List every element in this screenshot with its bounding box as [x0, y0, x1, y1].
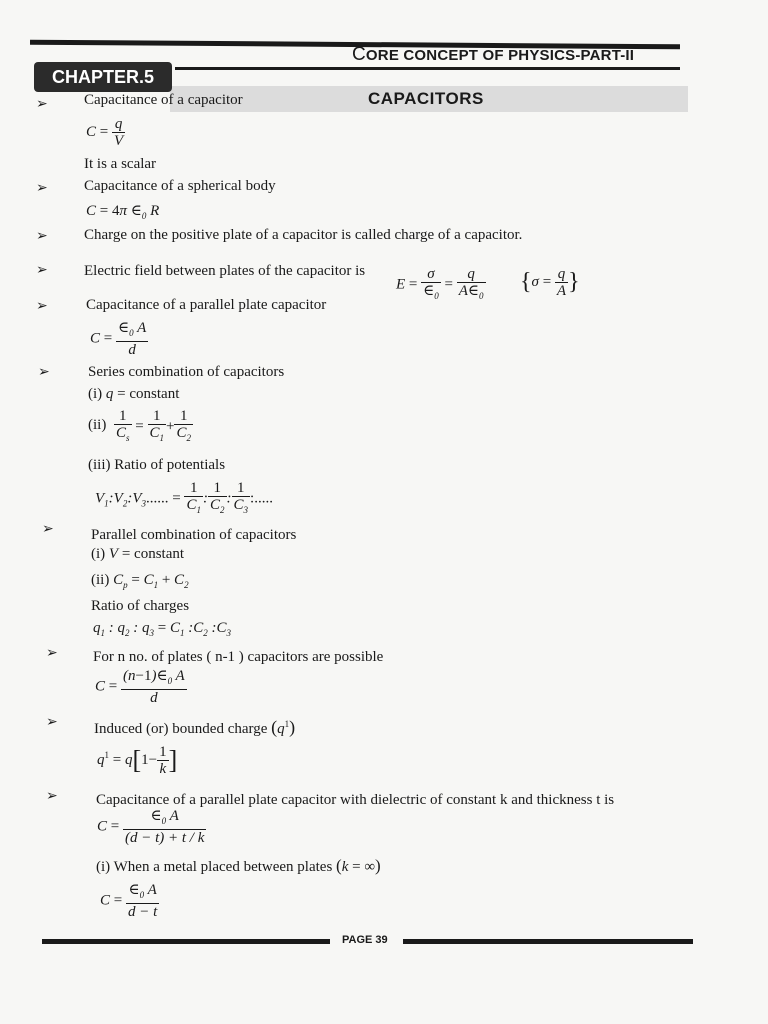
footer-rule-right: [403, 939, 693, 944]
item-field: Electric field between plates of the capacitor is: [84, 263, 366, 279]
formula-series: $\frac{1}{C_s}$ = $\frac{1}{C_1}$ + $\frac{1}{C_2}$: [116, 408, 191, 443]
bullet-arrow-icon: ➢: [36, 96, 48, 112]
formula-potential-ratio: $V_1:V_2:V_3$...... = $\frac{1}{C_1}$ : $\frac{1}{C_2}$ : $\frac{1}{C_3}$ :.....: [95, 480, 273, 515]
item-parallel: Parallel combination of capacitors: [91, 527, 297, 543]
bullet-arrow-icon: ➢: [46, 788, 58, 804]
item-induced: Induced (or) bounded charge $(q^1)$: [94, 717, 296, 737]
bullet-arrow-icon: ➢: [46, 714, 58, 730]
chapter-badge: CHAPTER.5: [34, 62, 172, 92]
item-parallel-ii: (ii) $C_p = C_1 + C_2$: [91, 572, 189, 590]
item-series-iii: (iii) Ratio of potentials: [88, 457, 226, 473]
label-series-ii: (ii): [88, 417, 107, 433]
item-series-i: (i) q = constant: [88, 386, 180, 402]
item-parallel-plate: Capacitance of a parallel plate capacitor: [86, 297, 327, 313]
formula-induced: $q^1 = q[1-$ $\frac{1}{k}$ ]: [97, 744, 178, 777]
item-ratio-charges: Ratio of charges: [91, 598, 190, 614]
item-n-plates: For n no. of plates ( n-1 ) capacitors are possible: [93, 649, 384, 665]
formula-charge-ratio: $q_1$ : $q_2$ : $q_3 = C_1$ $:C_2$ $:C_3$: [93, 620, 231, 638]
footer-rule-left: [42, 939, 330, 944]
header-rule-bottom: [175, 67, 680, 70]
item-scalar: It is a scalar: [84, 156, 157, 172]
item-spherical: Capacitance of a spherical body: [84, 178, 276, 194]
item-capacitance: Capacitance of a capacitor: [84, 92, 243, 108]
formula-capacitance: C = $\frac{q}{V}$: [86, 116, 124, 149]
formula-field: E = $\frac{\sigma}{\in_0}$ = $\frac{q}{A\in_0}$: [396, 266, 484, 301]
formula-parallel-plate: C = $\frac{\in_0 A}{d}$: [90, 320, 147, 358]
formula-dielectric: C = $\frac{\in_0 A}{(d - t) + t / k}$: [97, 808, 205, 846]
formula-surface-density: {σ = $\frac{q}{A}$ }: [520, 266, 580, 299]
item-dielectric: Capacitance of a parallel plate capacitor with dielectric of constant k and thickness t is: [96, 792, 615, 808]
bullet-arrow-icon: ➢: [36, 228, 48, 244]
formula-spherical: C = 4π $\in_0$ R: [86, 203, 160, 221]
bullet-arrow-icon: ➢: [36, 298, 48, 314]
book-title: CORE CONCEPT OF PHYSICS-PART-II: [352, 44, 635, 65]
bullet-arrow-icon: ➢: [42, 521, 54, 537]
chapter-title: CAPACITORS: [368, 89, 484, 108]
bullet-arrow-icon: ➢: [36, 262, 48, 278]
formula-n-plates: C = $\frac{(n-1)\in_0 A}{d}$: [95, 668, 185, 706]
item-series: Series combination of capacitors: [88, 364, 285, 380]
page-number: PAGE 39: [342, 934, 388, 946]
bullet-arrow-icon: ➢: [38, 364, 50, 380]
bullet-arrow-icon: ➢: [36, 180, 48, 196]
item-metal: (i) When a metal placed between plates (k = ∞): [96, 856, 381, 875]
item-parallel-i: (i) V = constant: [91, 546, 185, 562]
formula-metal: C = $\frac{\in_0 A}{d - t}$: [100, 882, 158, 920]
item-charge: Charge on the positive plate of a capacitor is called charge of a capacitor.: [84, 227, 523, 243]
bullet-arrow-icon: ➢: [46, 645, 58, 661]
